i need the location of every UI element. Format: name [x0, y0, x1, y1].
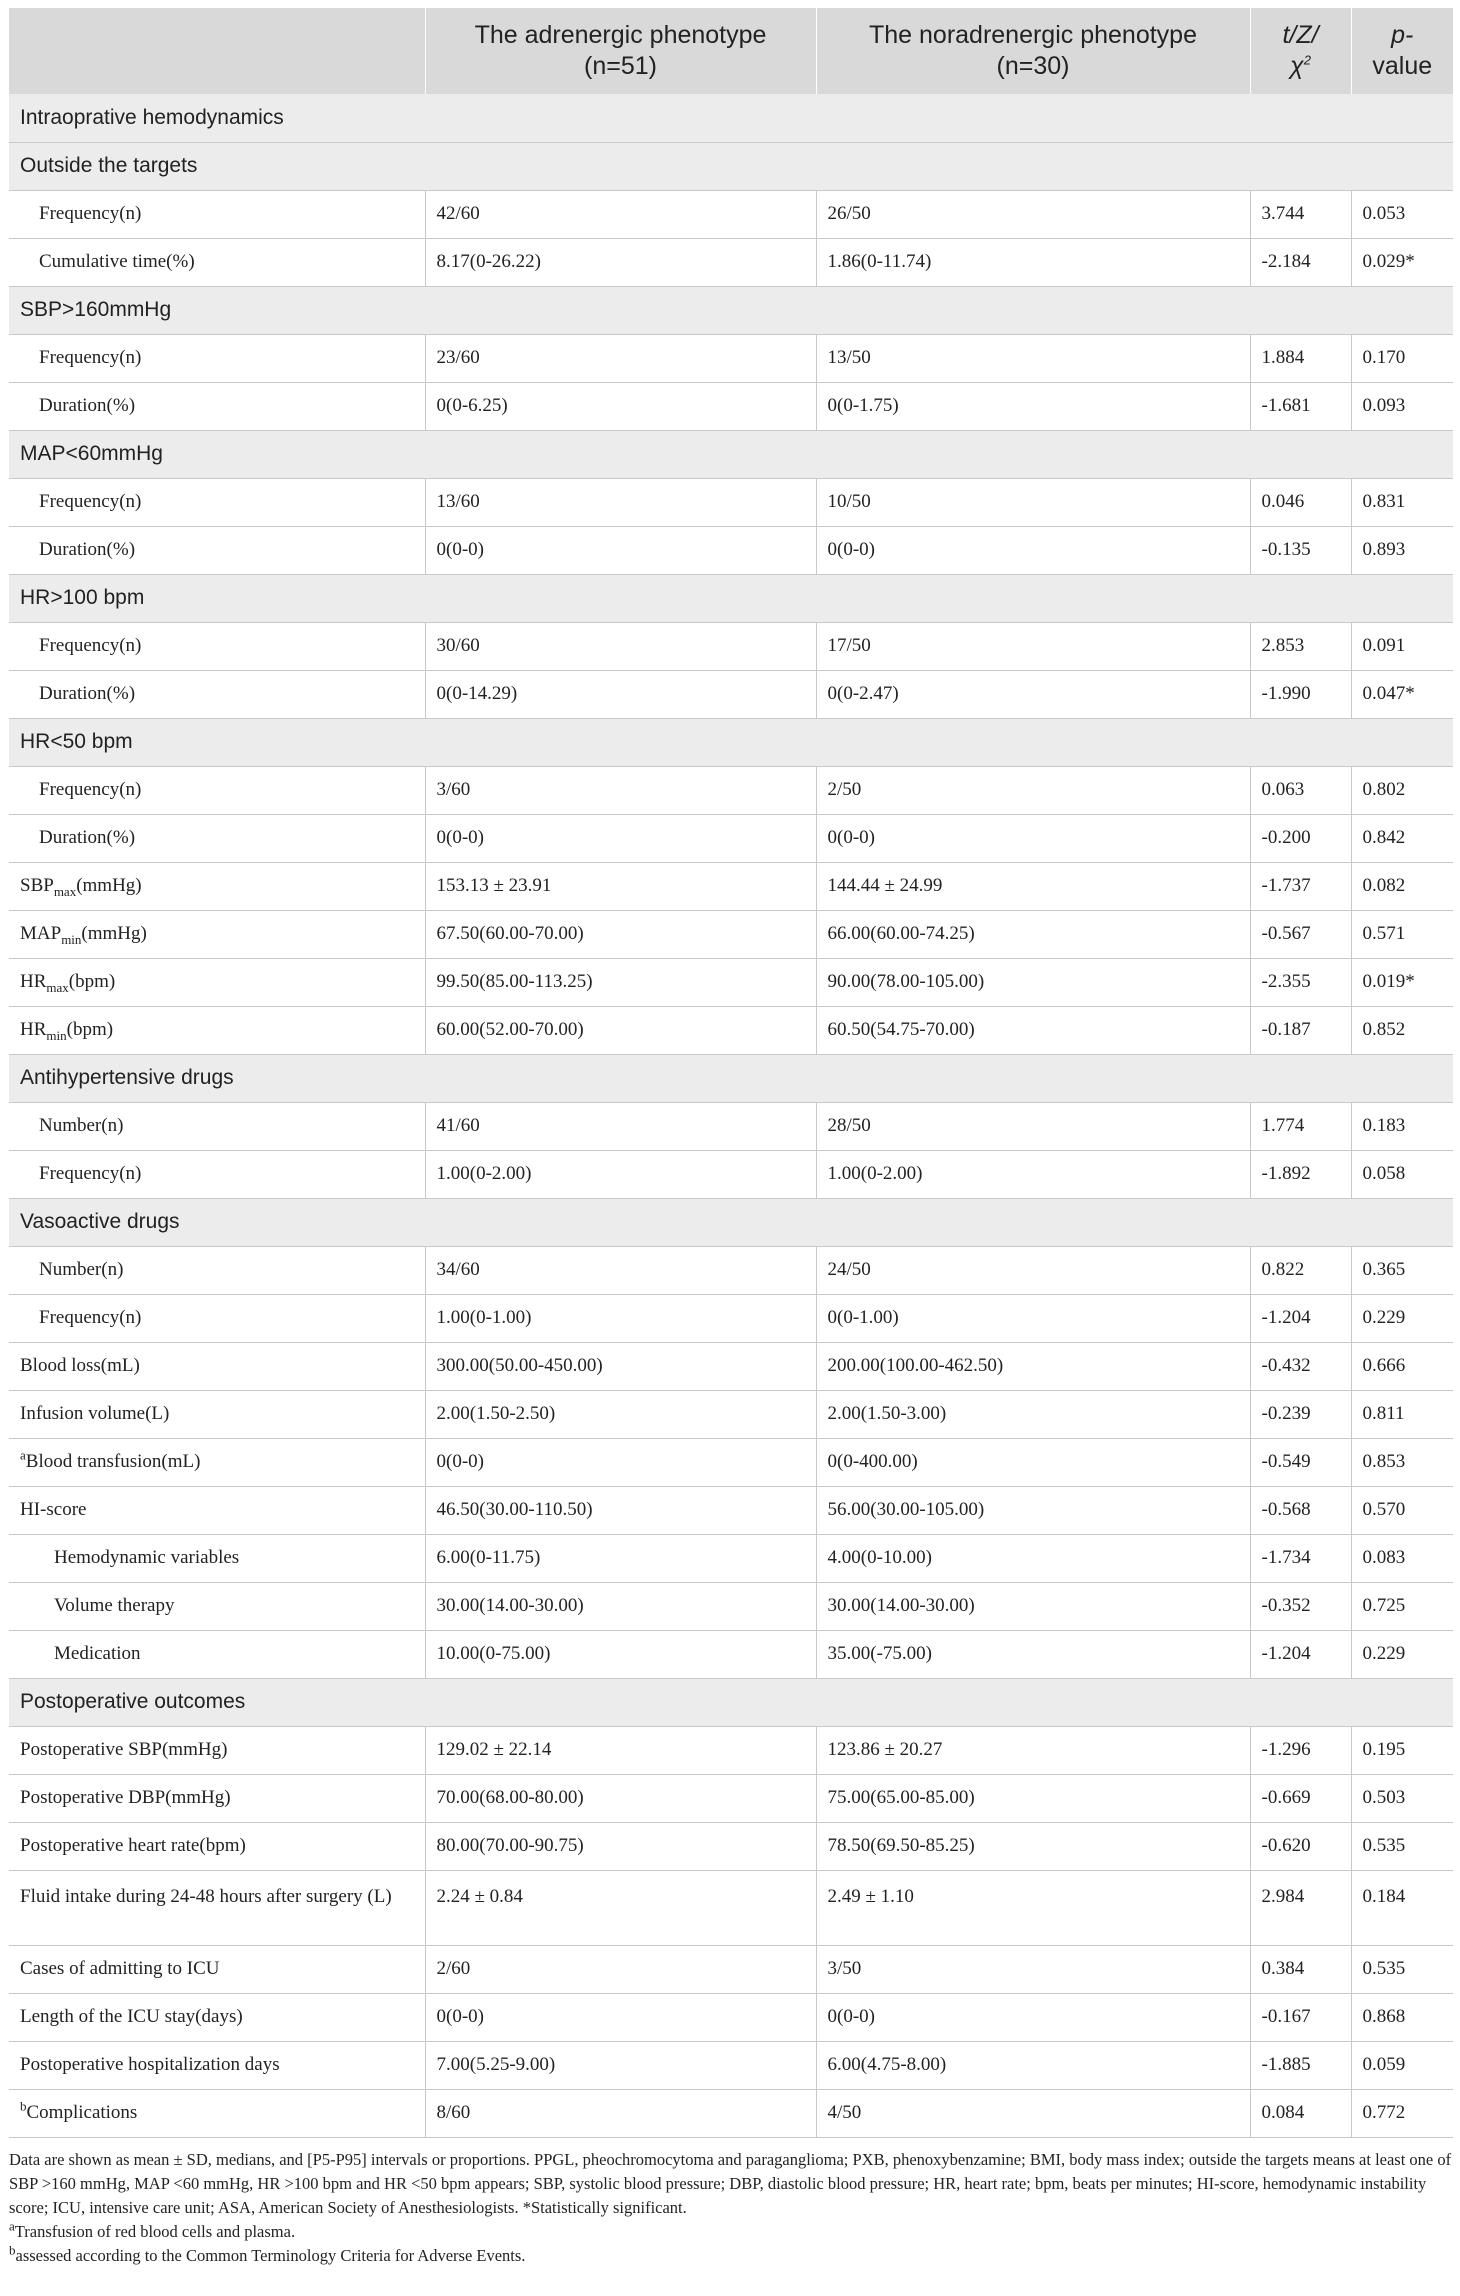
- header-statistic: [1250, 8, 1351, 94]
- cell-adrenergic: 23/60: [425, 334, 816, 382]
- row-label-text: Postoperative SBP(mmHg): [20, 1739, 228, 1760]
- cell-pvalue: 0.365: [1351, 1246, 1453, 1294]
- cell-noradrenergic: 90.00(78.00-105.00): [816, 958, 1250, 1006]
- cell-statistic: -1.681: [1250, 382, 1351, 430]
- row-label: [9, 766, 425, 814]
- header-pvalue: [1351, 8, 1453, 94]
- row-label: [9, 1342, 425, 1390]
- cell-statistic: -1.990: [1250, 670, 1351, 718]
- row-label: [9, 1438, 425, 1486]
- cell-pvalue: 0.853: [1351, 1438, 1453, 1486]
- table-row: [9, 1294, 1453, 1342]
- cell-pvalue: 0.842: [1351, 814, 1453, 862]
- section-label: Antihypertensive drugs: [9, 1054, 1453, 1102]
- row-label: [9, 1993, 425, 2041]
- row-label: [9, 478, 425, 526]
- header-statistic-chi: χ: [1290, 52, 1304, 80]
- cell-statistic: -1.204: [1250, 1630, 1351, 1678]
- row-label: [9, 1246, 425, 1294]
- cell-statistic: -0.568: [1250, 1486, 1351, 1534]
- footnote-b-marker: b: [9, 2242, 16, 2257]
- cell-statistic: -0.549: [1250, 1438, 1351, 1486]
- table-row: [9, 1945, 1453, 1993]
- cell-statistic: 0.084: [1250, 2089, 1351, 2137]
- cell-adrenergic: 0(0-0): [425, 526, 816, 574]
- section-row: [9, 430, 1453, 478]
- row-label: [9, 910, 425, 958]
- cell-pvalue: 0.091: [1351, 622, 1453, 670]
- section-label: Intraoprative hemodynamics: [9, 94, 1453, 142]
- cell-statistic: -0.135: [1250, 526, 1351, 574]
- row-label-subscript: min: [61, 931, 82, 947]
- row-label-text: Medication: [54, 1643, 141, 1664]
- table-row: [9, 2089, 1453, 2137]
- table-row: [9, 1102, 1453, 1150]
- section-row: [9, 1678, 1453, 1726]
- row-label: [9, 1822, 425, 1870]
- cell-statistic: -0.187: [1250, 1006, 1351, 1054]
- cell-statistic: 2.984: [1250, 1870, 1351, 1945]
- header-noradrenergic-title: The noradrenergic phenotype: [868, 21, 1197, 49]
- table-row: [9, 238, 1453, 286]
- section-row: [9, 286, 1453, 334]
- cell-adrenergic: 0(0-0): [425, 814, 816, 862]
- row-label-text: Complications: [26, 2102, 138, 2123]
- table-row: [9, 2041, 1453, 2089]
- cell-noradrenergic: 75.00(65.00-85.00): [816, 1774, 1250, 1822]
- cell-pvalue: 0.029*: [1351, 238, 1453, 286]
- cell-adrenergic: 30.00(14.00-30.00): [425, 1582, 816, 1630]
- cell-statistic: -1.885: [1250, 2041, 1351, 2089]
- row-label-footnote-marker: a: [20, 1447, 26, 1463]
- row-label: [9, 862, 425, 910]
- row-label-text: HR: [20, 971, 47, 992]
- row-label-text: Frequency(n): [39, 1307, 142, 1328]
- table-row: [9, 910, 1453, 958]
- section-row: [9, 142, 1453, 190]
- row-label-text: Frequency(n): [39, 1163, 142, 1184]
- table-row: [9, 1438, 1453, 1486]
- header-adrenergic-n: (n=51): [584, 52, 657, 80]
- cell-pvalue: 0.772: [1351, 2089, 1453, 2137]
- cell-adrenergic: 129.02 ± 22.14: [425, 1726, 816, 1774]
- footnote-main: Data are shown as mean ± SD, medians, and [P5-P95] intervals or proportions. PPGL, pheochromocytoma and paraganglioma; PXB, phenoxybenzamine; BMI, body mass index; outside the targets means at least one of SBP >160 mmHg, MAP <60 mmHg, HR >100 bpm and HR <50 bpm appears; SBP, systolic blood pressure; DBP, diastolic blood pressure; HR, heart rate; bpm, beats per minutes; HI-score, hemodynamic instability score; ICU, intensive care unit; ASA, American Society of Anesthesiologists. *Statistically significant.: [9, 2149, 1452, 2217]
- row-label: [9, 1630, 425, 1678]
- cell-adrenergic: 7.00(5.25-9.00): [425, 2041, 816, 2089]
- section-label: MAP<60mmHg: [9, 430, 1453, 478]
- cell-noradrenergic: 0(0-1.75): [816, 382, 1250, 430]
- cell-pvalue: 0.170: [1351, 334, 1453, 382]
- cell-noradrenergic: 3/50: [816, 1945, 1250, 1993]
- cell-adrenergic: 0(0-0): [425, 1438, 816, 1486]
- row-label-text: HI-score: [20, 1499, 87, 1520]
- table-row: [9, 1150, 1453, 1198]
- section-row: [9, 718, 1453, 766]
- cell-statistic: 0.063: [1250, 766, 1351, 814]
- row-label: [9, 334, 425, 382]
- cell-noradrenergic: 0(0-0): [816, 814, 1250, 862]
- cell-noradrenergic: 56.00(30.00-105.00): [816, 1486, 1250, 1534]
- table-row: [9, 862, 1453, 910]
- header-adrenergic: [425, 8, 816, 94]
- table-row: [9, 1534, 1453, 1582]
- cell-statistic: -0.669: [1250, 1774, 1351, 1822]
- cell-noradrenergic: 123.86 ± 20.27: [816, 1726, 1250, 1774]
- cell-statistic: -0.620: [1250, 1822, 1351, 1870]
- row-label: [9, 1945, 425, 1993]
- row-label: [9, 1150, 425, 1198]
- cell-noradrenergic: 4/50: [816, 2089, 1250, 2137]
- cell-statistic: 1.884: [1250, 334, 1351, 382]
- cell-pvalue: 0.831: [1351, 478, 1453, 526]
- cell-pvalue: 0.725: [1351, 1582, 1453, 1630]
- row-label-text: Duration(%): [39, 539, 136, 560]
- row-label-text: Cumulative time(%): [39, 251, 195, 272]
- header-statistic-sup: 2: [1303, 52, 1311, 68]
- cell-noradrenergic: 13/50: [816, 334, 1250, 382]
- cell-noradrenergic: 0(0-0): [816, 526, 1250, 574]
- row-label-text: Blood transfusion(mL): [25, 1451, 201, 1472]
- cell-noradrenergic: 10/50: [816, 478, 1250, 526]
- cell-adrenergic: 300.00(50.00-450.00): [425, 1342, 816, 1390]
- row-label-text: Number(n): [39, 1259, 124, 1280]
- header-statistic-line1: t/Z/: [1282, 21, 1319, 49]
- cell-pvalue: 0.868: [1351, 1993, 1453, 2041]
- row-label: [9, 1486, 425, 1534]
- cell-statistic: -1.892: [1250, 1150, 1351, 1198]
- cell-statistic: -1.204: [1250, 1294, 1351, 1342]
- cell-adrenergic: 2/60: [425, 1945, 816, 1993]
- table-row: [9, 1006, 1453, 1054]
- table-row: [9, 334, 1453, 382]
- row-label-text: Postoperative DBP(mmHg): [20, 1787, 231, 1808]
- header-pvalue-line1: p-: [1391, 21, 1414, 49]
- cell-pvalue: 0.893: [1351, 526, 1453, 574]
- cell-adrenergic: 8.17(0-26.22): [425, 238, 816, 286]
- table-row: [9, 382, 1453, 430]
- table-row: [9, 1246, 1453, 1294]
- footnote-b: [9, 2244, 1453, 2268]
- cell-noradrenergic: 0(0-1.00): [816, 1294, 1250, 1342]
- cell-adrenergic: 2.00(1.50-2.50): [425, 1390, 816, 1438]
- cell-noradrenergic: 200.00(100.00-462.50): [816, 1342, 1250, 1390]
- table-row: [9, 1993, 1453, 2041]
- table-row: [9, 1630, 1453, 1678]
- cell-adrenergic: 10.00(0-75.00): [425, 1630, 816, 1678]
- cell-pvalue: 0.058: [1351, 1150, 1453, 1198]
- cell-pvalue: 0.082: [1351, 862, 1453, 910]
- table-footnotes: [9, 2148, 1453, 2268]
- table-row: [9, 766, 1453, 814]
- cell-noradrenergic: 2.00(1.50-3.00): [816, 1390, 1250, 1438]
- row-label-unit: (mmHg): [81, 923, 147, 944]
- results-table-document: [9, 8, 1453, 2268]
- cell-statistic: -1.737: [1250, 862, 1351, 910]
- footnote-a-text: Transfusion of red blood cells and plasma.: [14, 2221, 296, 2241]
- row-label: [9, 958, 425, 1006]
- cell-pvalue: 0.195: [1351, 1726, 1453, 1774]
- section-label: SBP>160mmHg: [9, 286, 1453, 334]
- cell-adrenergic: 67.50(60.00-70.00): [425, 910, 816, 958]
- row-label-text: Postoperative heart rate(bpm): [20, 1835, 246, 1856]
- cell-noradrenergic: 0(0-2.47): [816, 670, 1250, 718]
- cell-adrenergic: 41/60: [425, 1102, 816, 1150]
- cell-noradrenergic: 2/50: [816, 766, 1250, 814]
- cell-statistic: -1.296: [1250, 1726, 1351, 1774]
- row-label-text: Frequency(n): [39, 203, 142, 224]
- table-row: [9, 526, 1453, 574]
- cell-pvalue: 0.229: [1351, 1630, 1453, 1678]
- cell-statistic: -0.200: [1250, 814, 1351, 862]
- cell-adrenergic: 3/60: [425, 766, 816, 814]
- cell-pvalue: 0.852: [1351, 1006, 1453, 1054]
- cell-pvalue: 0.229: [1351, 1294, 1453, 1342]
- cell-noradrenergic: 30.00(14.00-30.00): [816, 1582, 1250, 1630]
- header-adrenergic-title: The adrenergic phenotype: [474, 21, 767, 49]
- cell-statistic: 3.744: [1250, 190, 1351, 238]
- cell-statistic: -0.352: [1250, 1582, 1351, 1630]
- cell-noradrenergic: 0(0-400.00): [816, 1438, 1250, 1486]
- cell-adrenergic: 80.00(70.00-90.75): [425, 1822, 816, 1870]
- row-label-footnote-marker: b: [20, 2098, 27, 2114]
- footnote-b-text: assessed according to the Common Terminology Criteria for Adverse Events.: [15, 2245, 526, 2265]
- row-label: [9, 2089, 425, 2137]
- row-label-text: Frequency(n): [39, 347, 142, 368]
- table-row: [9, 1342, 1453, 1390]
- row-label-subscript: max: [53, 883, 77, 899]
- cell-adrenergic: 2.24 ± 0.84: [425, 1870, 816, 1945]
- cell-statistic: -2.355: [1250, 958, 1351, 1006]
- cell-noradrenergic: 17/50: [816, 622, 1250, 670]
- table-header-row: [9, 8, 1453, 94]
- table-row: [9, 1774, 1453, 1822]
- cell-adrenergic: 99.50(85.00-113.25): [425, 958, 816, 1006]
- row-label-subscript: max: [46, 979, 69, 995]
- cell-adrenergic: 1.00(0-1.00): [425, 1294, 816, 1342]
- cell-pvalue: 0.666: [1351, 1342, 1453, 1390]
- row-label-text: Frequency(n): [39, 635, 142, 656]
- section-label: Vasoactive drugs: [9, 1198, 1453, 1246]
- cell-noradrenergic: 28/50: [816, 1102, 1250, 1150]
- row-label: [9, 238, 425, 286]
- row-label-unit: (bpm): [66, 1019, 114, 1040]
- row-label-text: SBP: [20, 875, 54, 896]
- cell-statistic: -0.432: [1250, 1342, 1351, 1390]
- row-label: [9, 1006, 425, 1054]
- row-label-text: Blood loss(mL): [20, 1355, 140, 1376]
- cell-noradrenergic: 0(0-0): [816, 1993, 1250, 2041]
- cell-pvalue: 0.059: [1351, 2041, 1453, 2089]
- row-label-text: Length of the ICU stay(days): [20, 2006, 243, 2027]
- cell-noradrenergic: 78.50(69.50-85.25): [816, 1822, 1250, 1870]
- row-label-text: Frequency(n): [39, 491, 142, 512]
- table-row: [9, 814, 1453, 862]
- row-label: [9, 1774, 425, 1822]
- table-row: [9, 1390, 1453, 1438]
- cell-adrenergic: 1.00(0-2.00): [425, 1150, 816, 1198]
- section-label: HR>100 bpm: [9, 574, 1453, 622]
- row-label-text: Infusion volume(L): [20, 1403, 170, 1424]
- cell-pvalue: 0.570: [1351, 1486, 1453, 1534]
- cell-pvalue: 0.535: [1351, 1822, 1453, 1870]
- cell-noradrenergic: 2.49 ± 1.10: [816, 1870, 1250, 1945]
- table-row: [9, 1582, 1453, 1630]
- cell-pvalue: 0.047*: [1351, 670, 1453, 718]
- row-label: [9, 1534, 425, 1582]
- section-row: [9, 94, 1453, 142]
- cell-statistic: 2.853: [1250, 622, 1351, 670]
- cell-pvalue: 0.184: [1351, 1870, 1453, 1945]
- cell-pvalue: 0.093: [1351, 382, 1453, 430]
- table-row: [9, 190, 1453, 238]
- cell-noradrenergic: 26/50: [816, 190, 1250, 238]
- header-noradrenergic: [816, 8, 1250, 94]
- cell-adrenergic: 8/60: [425, 2089, 816, 2137]
- cell-adrenergic: 13/60: [425, 478, 816, 526]
- row-label-unit: (bpm): [68, 971, 116, 992]
- footnote-a: [9, 2220, 1453, 2244]
- cell-pvalue: 0.571: [1351, 910, 1453, 958]
- row-label: [9, 190, 425, 238]
- row-label-text: MAP: [20, 923, 62, 944]
- header-pvalue-line2: value: [1372, 52, 1433, 80]
- cell-adrenergic: 42/60: [425, 190, 816, 238]
- cell-adrenergic: 60.00(52.00-70.00): [425, 1006, 816, 1054]
- cell-pvalue: 0.802: [1351, 766, 1453, 814]
- row-label-subscript: min: [46, 1027, 67, 1043]
- row-label-unit: (mmHg): [76, 875, 142, 896]
- cell-adrenergic: 6.00(0-11.75): [425, 1534, 816, 1582]
- cell-noradrenergic: 60.50(54.75-70.00): [816, 1006, 1250, 1054]
- header-noradrenergic-n: (n=30): [996, 52, 1070, 80]
- cell-statistic: 0.822: [1250, 1246, 1351, 1294]
- row-label: [9, 670, 425, 718]
- row-label: [9, 622, 425, 670]
- cell-pvalue: 0.535: [1351, 1945, 1453, 1993]
- cell-adrenergic: 0(0-6.25): [425, 382, 816, 430]
- cell-pvalue: 0.083: [1351, 1534, 1453, 1582]
- cell-adrenergic: 30/60: [425, 622, 816, 670]
- cell-noradrenergic: 144.44 ± 24.99: [816, 862, 1250, 910]
- row-label: [9, 382, 425, 430]
- row-label-text: Duration(%): [39, 395, 136, 416]
- row-label-text: Cases of admitting to ICU: [20, 1958, 220, 1979]
- section-row: [9, 574, 1453, 622]
- row-label-text: HR: [20, 1019, 47, 1040]
- row-label-text: Postoperative hospitalization days: [20, 2054, 280, 2075]
- row-label-text: Duration(%): [39, 683, 136, 704]
- row-label-text: Frequency(n): [39, 779, 142, 800]
- cell-noradrenergic: 1.00(0-2.00): [816, 1150, 1250, 1198]
- footnote-a-marker: a: [9, 2218, 15, 2233]
- row-label-text: Volume therapy: [54, 1595, 175, 1616]
- table-row: [9, 1486, 1453, 1534]
- cell-pvalue: 0.811: [1351, 1390, 1453, 1438]
- table-row: [9, 670, 1453, 718]
- cell-statistic: -0.567: [1250, 910, 1351, 958]
- cell-pvalue: 0.019*: [1351, 958, 1453, 1006]
- section-row: [9, 1054, 1453, 1102]
- cell-noradrenergic: 4.00(0-10.00): [816, 1534, 1250, 1582]
- cell-statistic: 0.384: [1250, 1945, 1351, 1993]
- cell-statistic: -1.734: [1250, 1534, 1351, 1582]
- table-row: [9, 958, 1453, 1006]
- cell-statistic: -2.184: [1250, 238, 1351, 286]
- cell-pvalue: 0.503: [1351, 1774, 1453, 1822]
- cell-adrenergic: 0(0-0): [425, 1993, 816, 2041]
- cell-statistic: 0.046: [1250, 478, 1351, 526]
- cell-adrenergic: 0(0-14.29): [425, 670, 816, 718]
- row-label: [9, 2041, 425, 2089]
- table-row: [9, 1726, 1453, 1774]
- table-row: [9, 478, 1453, 526]
- table-row: [9, 1822, 1453, 1870]
- row-label: [9, 1870, 425, 1945]
- cell-adrenergic: 34/60: [425, 1246, 816, 1294]
- cell-noradrenergic: 66.00(60.00-74.25): [816, 910, 1250, 958]
- table-row: [9, 622, 1453, 670]
- header-variable: [9, 8, 425, 94]
- results-table: [9, 8, 1453, 2138]
- row-label-text: Number(n): [39, 1115, 124, 1136]
- cell-pvalue: 0.183: [1351, 1102, 1453, 1150]
- cell-statistic: -0.239: [1250, 1390, 1351, 1438]
- section-label: Outside the targets: [9, 142, 1453, 190]
- row-label-text: Fluid intake during 24-48 hours after surgery (L): [20, 1885, 392, 1907]
- row-label-text: Duration(%): [39, 827, 136, 848]
- row-label: [9, 1102, 425, 1150]
- row-label-text: Hemodynamic variables: [54, 1547, 240, 1568]
- row-label: [9, 1582, 425, 1630]
- cell-noradrenergic: 35.00(-75.00): [816, 1630, 1250, 1678]
- cell-adrenergic: 70.00(68.00-80.00): [425, 1774, 816, 1822]
- cell-adrenergic: 46.50(30.00-110.50): [425, 1486, 816, 1534]
- row-label: [9, 526, 425, 574]
- cell-noradrenergic: 1.86(0-11.74): [816, 238, 1250, 286]
- row-label: [9, 1390, 425, 1438]
- row-label: [9, 814, 425, 862]
- section-row: [9, 1198, 1453, 1246]
- cell-noradrenergic: 6.00(4.75-8.00): [816, 2041, 1250, 2089]
- cell-statistic: -0.167: [1250, 1993, 1351, 2041]
- cell-statistic: 1.774: [1250, 1102, 1351, 1150]
- section-label: Postoperative outcomes: [9, 1678, 1453, 1726]
- cell-pvalue: 0.053: [1351, 190, 1453, 238]
- row-label: [9, 1726, 425, 1774]
- table-body: [9, 94, 1453, 2137]
- row-label: [9, 1294, 425, 1342]
- cell-noradrenergic: 24/50: [816, 1246, 1250, 1294]
- table-row: [9, 1870, 1453, 1945]
- cell-adrenergic: 153.13 ± 23.91: [425, 862, 816, 910]
- section-label: HR<50 bpm: [9, 718, 1453, 766]
